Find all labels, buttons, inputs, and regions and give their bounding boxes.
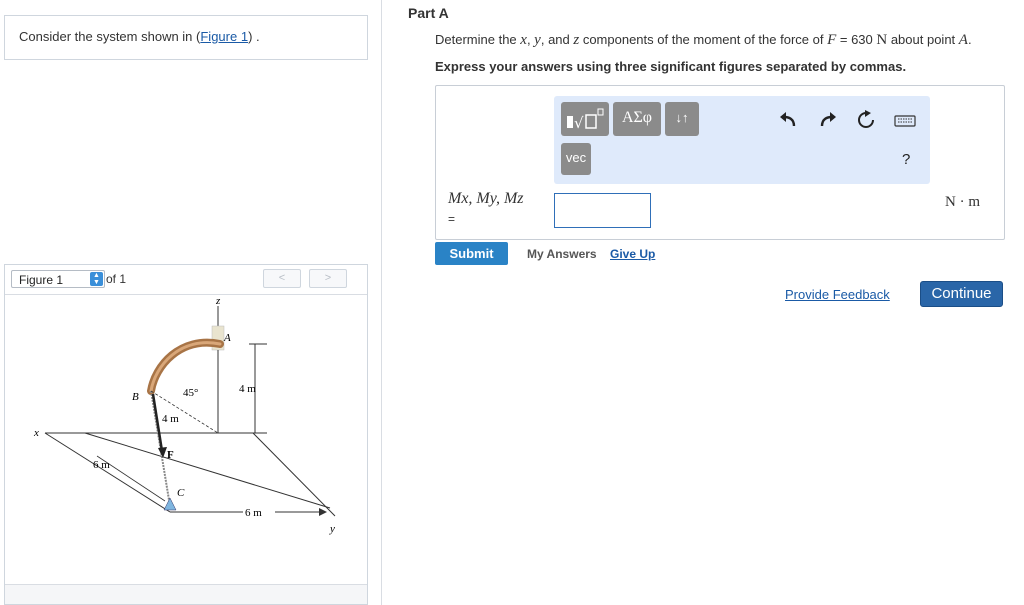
y-dimension-label: 6 m	[245, 507, 262, 519]
prev-figure-button[interactable]: <	[263, 269, 301, 288]
force-label: F	[167, 449, 174, 461]
angle-label: 45°	[183, 387, 199, 399]
ground-edge-left	[45, 433, 170, 512]
formula-equals: =	[448, 212, 456, 226]
question-text	[435, 32, 972, 49]
spinner-icon: ▲ ▼	[90, 272, 103, 286]
force-symbol: F	[827, 32, 837, 48]
keyboard-icon[interactable]	[894, 110, 916, 130]
greek-button[interactable]: ΑΣφ	[613, 102, 661, 136]
y-axis-label: y	[330, 523, 335, 535]
point-c-label: C	[177, 487, 185, 499]
svg-text:√: √	[574, 114, 584, 132]
my-answers-link[interactable]: My Answers	[527, 247, 597, 261]
formula-label-text: Mx, My, Mz	[448, 190, 524, 207]
answer-input[interactable]	[554, 193, 651, 228]
formula-label	[448, 190, 524, 208]
redo-icon[interactable]	[818, 110, 838, 130]
bc-dimension-label: 4 m	[162, 413, 179, 425]
instruction-text: Express your answers using three significant figures separated by commas.	[435, 59, 907, 74]
intro-text-before: Consider the system shown in (	[19, 29, 201, 44]
reset-icon[interactable]	[856, 110, 876, 130]
figure-panel	[4, 264, 368, 605]
math-toolbar	[554, 96, 930, 184]
force-value: = 630	[836, 32, 877, 47]
var-y: y	[534, 32, 541, 48]
templates-icon	[561, 102, 609, 136]
figure-count: of 1	[106, 272, 127, 286]
force-arrow-line	[153, 394, 162, 451]
vertical-dimension-label: 4 m	[239, 383, 256, 395]
templates-button[interactable]	[561, 102, 609, 136]
figure-toolbar	[5, 265, 367, 295]
question-end: about point	[887, 32, 959, 47]
question-mid: components of the moment of the force of	[579, 32, 828, 47]
figure-link[interactable]: Figure 1	[200, 29, 249, 44]
z-axis-label: z	[216, 296, 221, 307]
force-arrow-head	[158, 447, 167, 458]
point-symbol: A	[958, 32, 968, 48]
continue-button[interactable]: Continue	[920, 281, 1003, 307]
figure-selector-value: Figure 1	[19, 273, 64, 287]
y-edge	[253, 433, 335, 516]
var-x: x	[520, 32, 527, 48]
next-figure-button[interactable]: >	[309, 269, 347, 288]
ground-diagonal	[85, 433, 330, 508]
question-period: .	[967, 32, 972, 47]
provide-feedback-link[interactable]: Provide Feedback	[785, 287, 890, 302]
submit-button[interactable]: Submit	[435, 242, 508, 265]
sep-2: , and	[540, 32, 574, 47]
y-axis-arrow	[319, 508, 327, 516]
part-title: Part A	[408, 5, 449, 21]
figure-panel-footer	[5, 584, 367, 604]
intro-text-after: ) .	[248, 29, 260, 44]
give-up-link[interactable]: Give Up	[610, 247, 656, 261]
x-axis-label: x	[34, 427, 39, 439]
point-a-label: A	[224, 332, 231, 344]
x-dimension-label: 6 m	[93, 459, 110, 471]
unit-label: N · m	[945, 194, 980, 210]
figure-diagram	[5, 296, 367, 584]
figure-selector[interactable]	[11, 270, 105, 288]
left-pane	[0, 0, 382, 605]
intro-box	[4, 15, 368, 60]
vec-button[interactable]: vec	[561, 143, 591, 175]
force-unit: N	[876, 32, 888, 48]
var-z: z	[573, 32, 580, 48]
support-c	[164, 498, 176, 510]
help-button[interactable]: ?	[902, 151, 911, 168]
undo-icon[interactable]	[778, 110, 798, 130]
point-b-label: B	[132, 391, 139, 403]
sep-1: ,	[526, 32, 535, 47]
arrows-button[interactable]: ↓↑	[665, 102, 699, 136]
mechanics-diagram	[5, 296, 367, 584]
answer-box	[435, 85, 1005, 240]
question-prefix: Determine the	[435, 32, 521, 47]
